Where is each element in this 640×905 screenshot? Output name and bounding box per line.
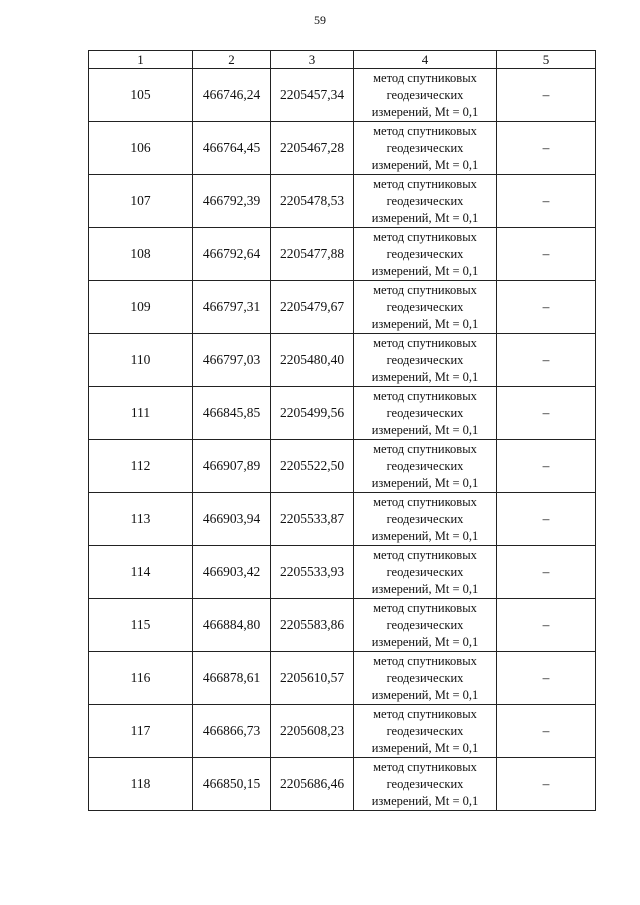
point-number-cell: 118 — [89, 758, 193, 811]
table-row — [89, 281, 596, 334]
x-coordinate-cell: 466764,45 — [193, 122, 271, 175]
column-5-cell: – — [497, 705, 596, 758]
header-col-1: 1 — [89, 51, 193, 69]
point-number-cell: 112 — [89, 440, 193, 493]
method-line: геодезических — [386, 87, 464, 102]
y-coordinate-cell: 2205522,50 — [271, 440, 354, 493]
column-5-cell: – — [497, 599, 596, 652]
method-line: измерений, Mt = 0,1 — [371, 475, 479, 490]
x-coordinate-cell: 466903,94 — [193, 493, 271, 546]
y-coordinate-cell: 2205499,56 — [271, 387, 354, 440]
method-cell — [354, 599, 497, 652]
y-coordinate-cell: 2205479,67 — [271, 281, 354, 334]
method-line: метод спутниковых — [373, 123, 477, 138]
method-line: геодезических — [386, 723, 464, 738]
method-line: метод спутниковых — [373, 494, 477, 509]
x-coordinate-cell: 466884,80 — [193, 599, 271, 652]
method-line: геодезических — [386, 617, 464, 632]
table-body — [89, 69, 596, 811]
header-col-5: 5 — [497, 51, 596, 69]
point-number-cell: 106 — [89, 122, 193, 175]
header-col-4: 4 — [354, 51, 497, 69]
method-line: измерений, Mt = 0,1 — [371, 369, 479, 384]
y-coordinate-cell: 2205480,40 — [271, 334, 354, 387]
x-coordinate-cell: 466792,39 — [193, 175, 271, 228]
method-line: метод спутниковых — [373, 441, 477, 456]
method-line: метод спутниковых — [373, 176, 477, 191]
x-coordinate-cell: 466746,24 — [193, 69, 271, 122]
y-coordinate-cell: 2205583,86 — [271, 599, 354, 652]
x-coordinate-cell: 466797,03 — [193, 334, 271, 387]
table-row — [89, 705, 596, 758]
page-number: 59 — [314, 13, 326, 27]
y-coordinate-cell: 2205477,88 — [271, 228, 354, 281]
method-line: измерений, Mt = 0,1 — [371, 210, 479, 225]
method-line: геодезических — [386, 193, 464, 208]
table-row — [89, 69, 596, 122]
method-line: геодезических — [386, 670, 464, 685]
y-coordinate-cell: 2205467,28 — [271, 122, 354, 175]
method-line: измерений, Mt = 0,1 — [371, 157, 479, 172]
x-coordinate-cell: 466850,15 — [193, 758, 271, 811]
column-5-cell: – — [497, 281, 596, 334]
y-coordinate-cell: 2205478,53 — [271, 175, 354, 228]
point-number-cell: 117 — [89, 705, 193, 758]
table-header — [89, 51, 596, 69]
method-cell — [354, 122, 497, 175]
method-line: геодезических — [386, 458, 464, 473]
column-5-cell: – — [497, 493, 596, 546]
x-coordinate-cell: 466866,73 — [193, 705, 271, 758]
method-line: метод спутниковых — [373, 388, 477, 403]
table-row — [89, 334, 596, 387]
method-line: измерений, Mt = 0,1 — [371, 793, 479, 808]
method-line: геодезических — [386, 246, 464, 261]
method-line: метод спутниковых — [373, 282, 477, 297]
column-5-cell: – — [497, 546, 596, 599]
column-5-cell: – — [497, 652, 596, 705]
method-cell — [354, 705, 497, 758]
method-line: геодезических — [386, 776, 464, 791]
method-line: измерений, Mt = 0,1 — [371, 422, 479, 437]
x-coordinate-cell: 466797,31 — [193, 281, 271, 334]
x-coordinate-cell: 466907,89 — [193, 440, 271, 493]
method-line: геодезических — [386, 352, 464, 367]
table-row — [89, 758, 596, 811]
method-line: измерений, Mt = 0,1 — [371, 687, 479, 702]
table-row — [89, 175, 596, 228]
y-coordinate-cell: 2205533,87 — [271, 493, 354, 546]
method-line: измерений, Mt = 0,1 — [371, 528, 479, 543]
point-number-cell: 107 — [89, 175, 193, 228]
method-line: метод спутниковых — [373, 547, 477, 562]
point-number-cell: 105 — [89, 69, 193, 122]
x-coordinate-cell: 466845,85 — [193, 387, 271, 440]
method-cell — [354, 758, 497, 811]
point-number-cell: 109 — [89, 281, 193, 334]
header-col-3: 3 — [271, 51, 354, 69]
method-cell — [354, 652, 497, 705]
method-line: измерений, Mt = 0,1 — [371, 263, 479, 278]
method-line: геодезических — [386, 511, 464, 526]
column-5-cell: – — [497, 122, 596, 175]
table-row — [89, 652, 596, 705]
column-5-cell: – — [497, 228, 596, 281]
method-line: измерений, Mt = 0,1 — [371, 581, 479, 596]
y-coordinate-cell: 2205457,34 — [271, 69, 354, 122]
x-coordinate-cell: 466903,42 — [193, 546, 271, 599]
header-row — [89, 51, 596, 69]
y-coordinate-cell: 2205686,46 — [271, 758, 354, 811]
x-coordinate-cell: 466878,61 — [193, 652, 271, 705]
column-5-cell: – — [497, 175, 596, 228]
method-cell — [354, 69, 497, 122]
method-cell — [354, 546, 497, 599]
table-row — [89, 493, 596, 546]
method-line: измерений, Mt = 0,1 — [371, 316, 479, 331]
method-line: измерений, Mt = 0,1 — [371, 104, 479, 119]
point-number-cell: 111 — [89, 387, 193, 440]
point-number-cell: 114 — [89, 546, 193, 599]
coordinates-table — [88, 50, 596, 811]
point-number-cell: 116 — [89, 652, 193, 705]
method-cell — [354, 440, 497, 493]
x-coordinate-cell: 466792,64 — [193, 228, 271, 281]
table-row — [89, 122, 596, 175]
method-line: метод спутниковых — [373, 70, 477, 85]
column-5-cell: – — [497, 440, 596, 493]
method-cell — [354, 228, 497, 281]
table-row — [89, 546, 596, 599]
method-line: метод спутниковых — [373, 653, 477, 668]
method-line: метод спутниковых — [373, 229, 477, 244]
method-line: метод спутниковых — [373, 600, 477, 615]
column-5-cell: – — [497, 69, 596, 122]
method-cell — [354, 387, 497, 440]
method-line: измерений, Mt = 0,1 — [371, 634, 479, 649]
table-row — [89, 387, 596, 440]
point-number-cell: 113 — [89, 493, 193, 546]
point-number-cell: 108 — [89, 228, 193, 281]
point-number-cell: 115 — [89, 599, 193, 652]
column-5-cell: – — [497, 334, 596, 387]
y-coordinate-cell: 2205533,93 — [271, 546, 354, 599]
method-line: геодезических — [386, 564, 464, 579]
table-row — [89, 228, 596, 281]
method-line: метод спутниковых — [373, 759, 477, 774]
method-line: метод спутниковых — [373, 335, 477, 350]
method-cell — [354, 175, 497, 228]
method-line: геодезических — [386, 405, 464, 420]
header-col-2: 2 — [193, 51, 271, 69]
method-line: измерений, Mt = 0,1 — [371, 740, 479, 755]
column-5-cell: – — [497, 387, 596, 440]
point-number-cell: 110 — [89, 334, 193, 387]
table-row — [89, 440, 596, 493]
method-line: геодезических — [386, 299, 464, 314]
table-row — [89, 599, 596, 652]
y-coordinate-cell: 2205610,57 — [271, 652, 354, 705]
method-line: метод спутниковых — [373, 706, 477, 721]
column-5-cell: – — [497, 758, 596, 811]
method-cell — [354, 493, 497, 546]
method-line: геодезических — [386, 140, 464, 155]
method-cell — [354, 281, 497, 334]
y-coordinate-cell: 2205608,23 — [271, 705, 354, 758]
method-cell — [354, 334, 497, 387]
